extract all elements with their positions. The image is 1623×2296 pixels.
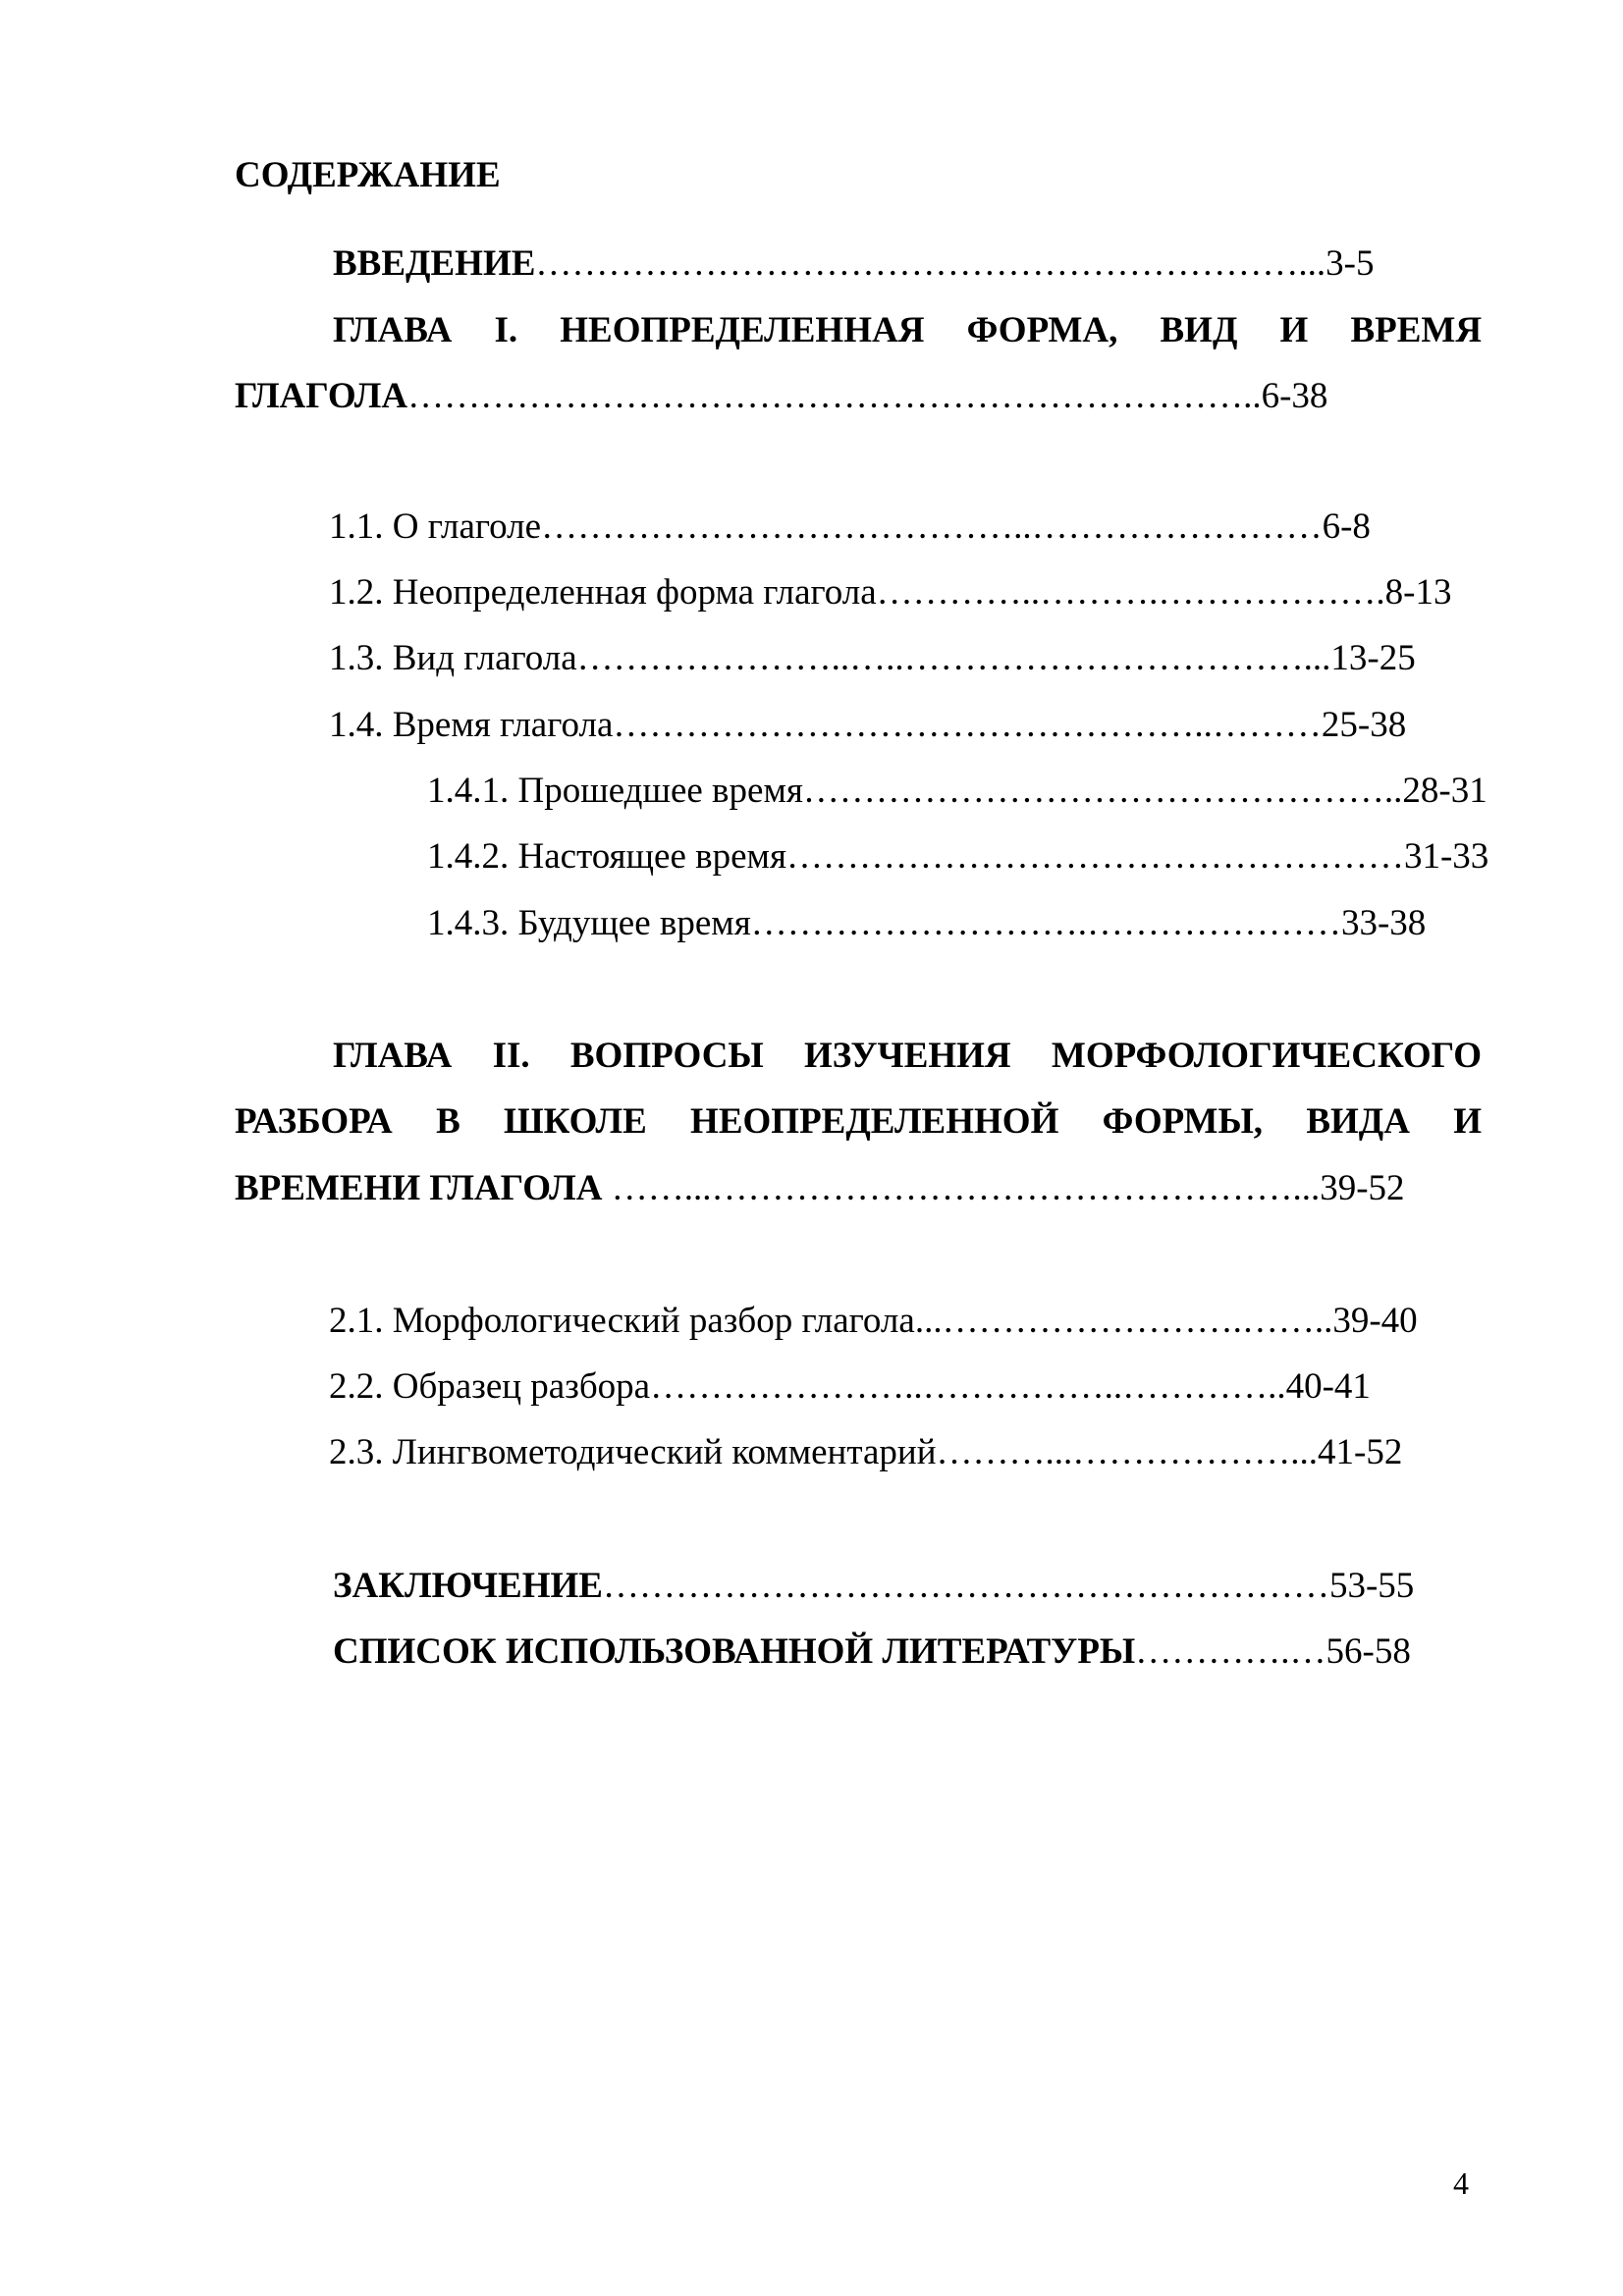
heading-word: НЕОПРЕДЕЛЕННАЯ	[560, 310, 925, 350]
heading-word: И	[1453, 1101, 1483, 1142]
toc-page-range: 39-52	[1320, 1168, 1405, 1208]
toc-page-range: 31-33	[1403, 836, 1489, 877]
toc-leader-dots: ……………………………………………………………..	[407, 376, 1262, 416]
toc-item-1-4-1	[427, 773, 1488, 809]
heading-word: ВРЕМЯ	[1350, 310, 1483, 350]
heading-word: ИЗУЧЕНИЯ	[804, 1036, 1011, 1076]
toc-item-text: 2.2. Образец разбора	[329, 1366, 651, 1407]
toc-entry-label: ГЛАГОЛА	[235, 376, 408, 416]
toc-leader-dots: ……………………………………………………	[602, 1566, 1329, 1606]
toc-chapter2-line1	[333, 1038, 1482, 1074]
heading-word: ВИД	[1160, 310, 1238, 350]
toc-page-range: 25-38	[1321, 705, 1407, 745]
heading-word: I.	[494, 310, 518, 350]
toc-page-range: 33-38	[1340, 903, 1427, 943]
toc-item-2-2	[329, 1368, 1371, 1405]
toc-item-text: 1.4.3. Будущее время	[427, 903, 751, 943]
toc-entry-label: СПИСОК ИСПОЛЬЗОВАННОЙ ЛИТЕРАТУРЫ	[333, 1631, 1136, 1672]
toc-page-range: 13-25	[1330, 638, 1416, 678]
toc-item-1-3	[329, 640, 1416, 676]
toc-leader-dots: …………………………………..……………………	[541, 507, 1323, 547]
toc-item-text: 2.1. Морфологический разбор глагола	[329, 1301, 915, 1341]
toc-chapter1-line2	[235, 378, 1327, 414]
toc-item-text: 1.4.2. Настоящее время	[427, 836, 786, 877]
toc-item-text: 1.4. Время глагола	[329, 705, 614, 745]
toc-entry-label: ВРЕМЕНИ ГЛАГОЛА	[235, 1168, 603, 1208]
toc-page-range: 41-52	[1318, 1432, 1403, 1472]
toc-leader-dots: ……...…………………………………………...	[602, 1168, 1321, 1208]
toc-page-range: 56-58	[1325, 1631, 1411, 1672]
toc-chapter1-line1	[333, 312, 1482, 348]
heading-word: И	[1279, 310, 1309, 350]
heading-word: ФОРМЫ,	[1102, 1101, 1264, 1142]
heading-word: ШКОЛЕ	[504, 1101, 647, 1142]
toc-item-text: 1.1. О глаголе	[329, 507, 542, 547]
heading-word: В	[436, 1101, 460, 1142]
toc-item-1-4	[329, 707, 1406, 743]
toc-item-2-3	[329, 1434, 1402, 1470]
page-number: 4	[1453, 2165, 1469, 2201]
toc-item-1-2	[329, 574, 1451, 611]
toc-page-range: 40-41	[1285, 1366, 1371, 1407]
toc-page-range: 6-38	[1261, 376, 1328, 416]
toc-leader-dots: …………………………………………..	[802, 771, 1403, 811]
toc-page-range: 3-5	[1325, 243, 1375, 284]
toc-entry-conclusion	[333, 1568, 1414, 1604]
toc-leader-dots: …………………..…..……………………………...	[576, 638, 1331, 678]
toc-leader-dots: ………...………………...	[936, 1432, 1319, 1472]
toc-leader-dots: ……………………….…………………	[750, 903, 1341, 943]
toc-item-text: 1.4.1. Прошедшее время	[427, 771, 803, 811]
toc-item-1-4-2	[427, 838, 1488, 875]
toc-item-1-4-3	[427, 905, 1426, 941]
toc-leader-dots: ………………………………………………………...	[535, 243, 1326, 284]
heading-word: РАЗБОРА	[235, 1101, 393, 1142]
toc-leader-dots: ……………………………………………	[785, 836, 1404, 877]
toc-entry-introduction	[333, 245, 1375, 282]
toc-leader-dots: ...…………………….……..	[914, 1301, 1333, 1341]
toc-item-1-1	[329, 508, 1371, 545]
heading-word: II.	[492, 1036, 530, 1076]
toc-chapter2-line2	[235, 1103, 1482, 1140]
toc-page-range: 8-13	[1384, 572, 1452, 613]
toc-page-range: 39-40	[1332, 1301, 1418, 1341]
toc-leader-dots: ………….…	[1135, 1631, 1326, 1672]
toc-page-range: 28-31	[1402, 771, 1488, 811]
toc-item-text: 1.3. Вид глагола	[329, 638, 577, 678]
heading-word: ГЛАВА	[333, 1036, 453, 1076]
heading-word: ГЛАВА	[333, 310, 453, 350]
heading-word: ФОРМА,	[966, 310, 1118, 350]
toc-item-2-1	[329, 1303, 1418, 1339]
heading-word: ВОПРОСЫ	[569, 1036, 764, 1076]
heading-word: НЕОПРЕДЕЛЕННОЙ	[690, 1101, 1059, 1142]
toc-page-range: 53-55	[1328, 1566, 1415, 1606]
heading-word: МОРФОЛОГИЧЕСКОГО	[1051, 1036, 1483, 1076]
toc-entry-label: ЗАКЛЮЧЕНИЕ	[333, 1566, 603, 1606]
heading-word: ВИДА	[1306, 1101, 1410, 1142]
toc-entry-references	[333, 1633, 1411, 1670]
toc-title: СОДЕРЖАНИЕ	[235, 155, 501, 195]
toc-item-text: 1.2. Неопределенная форма глагола	[329, 572, 877, 613]
toc-chapter2-line3	[235, 1170, 1405, 1206]
toc-item-text: 2.3. Лингвометодический комментарий	[329, 1432, 937, 1472]
toc-entry-label: ВВЕДЕНИЕ	[333, 243, 536, 284]
toc-page-range: 6-8	[1322, 507, 1371, 547]
toc-leader-dots: …………..……….……………….	[876, 572, 1385, 613]
toc-leader-dots: …………………..……………..…………..	[650, 1366, 1286, 1407]
toc-leader-dots: …………………………………………..………	[613, 705, 1322, 745]
